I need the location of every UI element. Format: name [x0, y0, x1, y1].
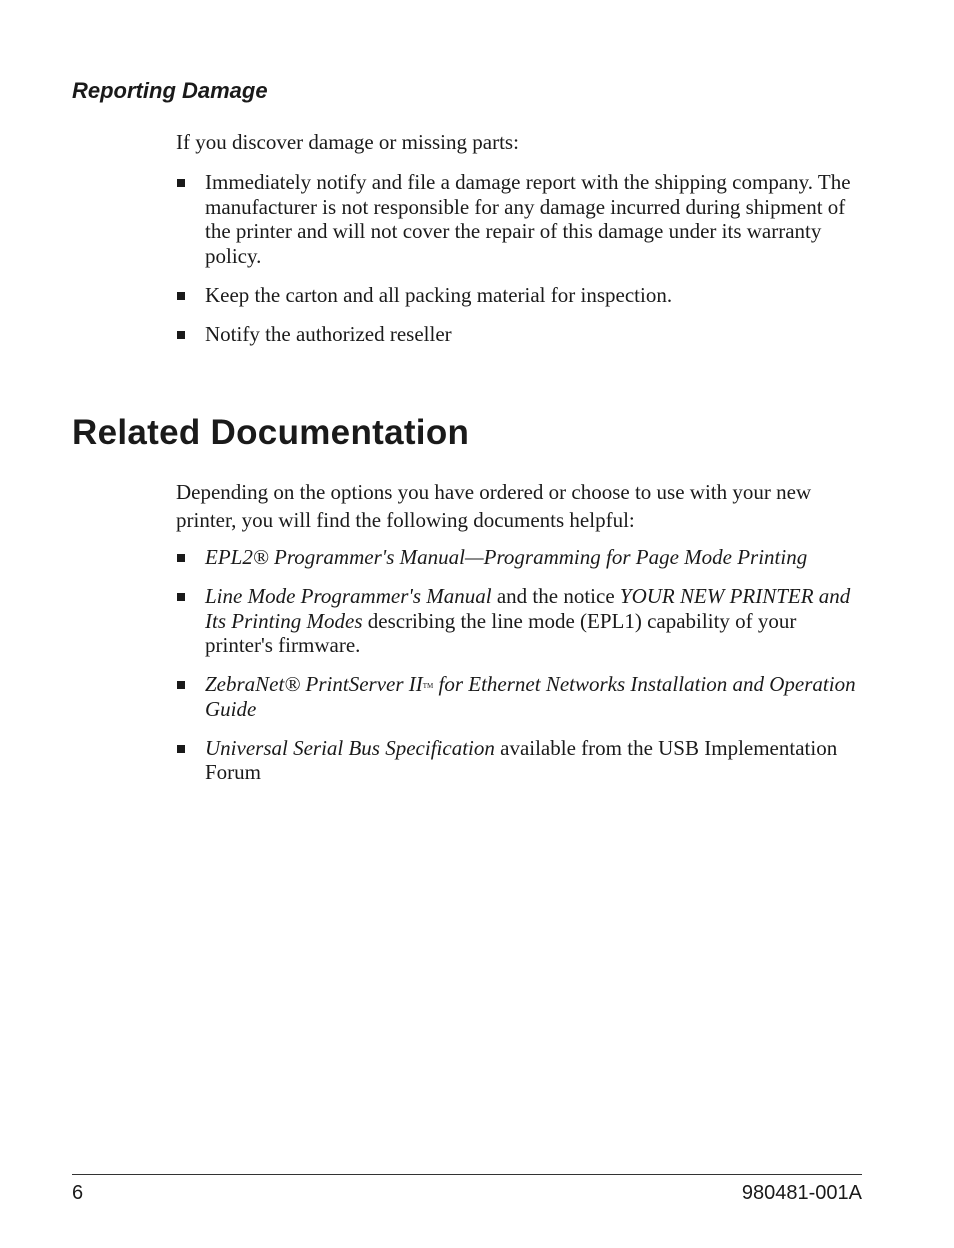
- reporting-intro: If you discover damage or missing parts:: [176, 130, 519, 154]
- document-title: EPL2® Programmer's Manual—Programming for Page Mode Printing: [205, 545, 808, 569]
- list-item: [176, 283, 866, 308]
- list-item-text: describing the line mode (EPL1) capability of your printer's firmware.: [205, 608, 797, 657]
- square-bullet-icon: [177, 331, 185, 339]
- list-item-text: Immediately notify and file a damage report with the shipping company. The manufacturer is not responsible for any damage incurred during shipment of the printer and will not cover the repair of this damage under its warranty policy.: [205, 170, 851, 268]
- square-bullet-icon: [177, 681, 185, 689]
- reporting-bullet-list: [176, 170, 866, 346]
- notice-title: YOUR NEW PRINTER and Its Printing Modes: [205, 584, 851, 633]
- list-item: [176, 736, 866, 785]
- page-number: 6: [72, 1182, 84, 1204]
- list-item-text: Notify the authorized reseller: [205, 321, 452, 346]
- list-item: [176, 322, 866, 347]
- list-item-text: and the notice: [491, 584, 620, 608]
- document-title: Line Mode Programmer's Manual: [205, 584, 492, 608]
- square-bullet-icon: [177, 292, 185, 300]
- related-documentation-heading: Related Documentation: [72, 413, 470, 452]
- related-doc-list: [176, 545, 866, 785]
- document-title: Universal Serial Bus Specification: [205, 735, 495, 760]
- document-title-continued: for Ethernet Networks Installation and Operation Guide: [205, 672, 856, 721]
- list-item: [176, 170, 866, 268]
- list-item: [176, 584, 866, 658]
- list-item-text: Keep the carton and all packing material for inspection.: [205, 282, 673, 307]
- square-bullet-icon: [177, 745, 185, 753]
- list-item: [176, 672, 866, 721]
- square-bullet-icon: [177, 593, 185, 601]
- footer-divider: [72, 1174, 862, 1175]
- document-number: 980481-001A: [741, 1182, 862, 1204]
- document-title: ZebraNet® PrintServer II: [205, 672, 423, 696]
- list-item: [176, 545, 866, 570]
- reporting-damage-heading: Reporting Damage: [72, 78, 268, 103]
- trademark-mark: TM: [422, 682, 434, 690]
- square-bullet-icon: [177, 554, 185, 562]
- related-intro: Depending on the options you have ordered or choose to use with your new printer, you will find the following documents helpful:: [176, 480, 812, 532]
- square-bullet-icon: [177, 179, 185, 187]
- list-item-text: available from the USB Implementation Forum: [205, 735, 838, 784]
